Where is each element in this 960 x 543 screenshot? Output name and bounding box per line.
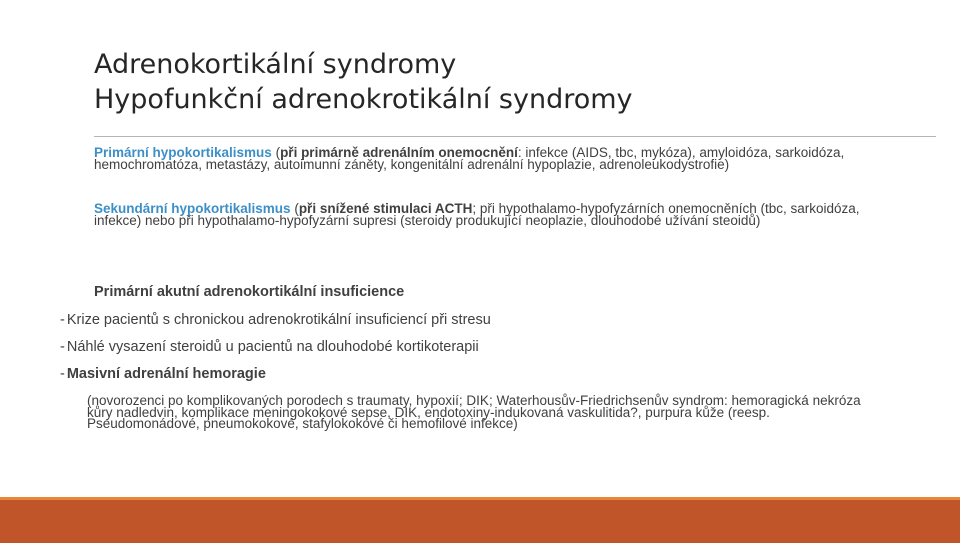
primary-open-paren: ( xyxy=(271,145,281,160)
title-line-1: Adrenokortikální syndromy xyxy=(94,49,457,80)
list-item-text: Masivní adrenální hemoragie xyxy=(66,366,266,382)
list-dash: - xyxy=(60,366,65,382)
secondary-text: ; při hypothalamo-hypofyzárních onemocněních (tbc, sarkoidóza, infekce) nebo při hypothalamo-hypofyzární supresi (steroidy produkující neoplazie, dlouhodobé užívání steoidů) xyxy=(94,201,860,228)
primary-cause: při primárně adrenálním onemocnění xyxy=(280,145,518,160)
list-item-text: Náhlé vysazení steroidů u pacientů na dlouhodobé kortikoterapii xyxy=(66,339,479,355)
list-item xyxy=(60,338,479,356)
bottom-accent-bar xyxy=(0,497,960,543)
acute-insufficiency-heading: Primární akutní adrenokortikální insuficience xyxy=(94,284,405,300)
list-item-text: Krize pacientů s chronickou adrenokrotikální insuficiencí při stresu xyxy=(66,312,491,328)
secondary-cause: při snížené stimulaci ACTH xyxy=(298,201,473,216)
list-item xyxy=(60,365,266,383)
hemorrhage-note-paragraph xyxy=(87,395,877,430)
list-dash: - xyxy=(60,312,65,328)
secondary-hypocorticalism-label: Sekundární hypokortikalismus xyxy=(94,201,291,216)
list-item xyxy=(60,311,491,329)
primary-hypocorticalism-label: Primární hypokortikalismus xyxy=(94,145,272,160)
title-divider xyxy=(94,136,936,137)
primary-text: : infekce (AIDS, tbc, mykóza), amyloidóza, sarkoidóza, hemochromatóza, metastázy, autoimunní záněty, kongenitální adrenální hypoplazie, adrenoleukodystrofie) xyxy=(94,145,845,172)
hemorrhage-note: (novorozenci po komplikovaných porodech s traumaty, hypoxií; DIK; Waterhousův-Friedrichsenův syndrom: hemoragická nekróza kůry nadledvin, komplikace meningokokové sepse, DIK, endotoxiny-indukovaná vaskulitida?, purpura kůže (reesp. Pseudomonádové, pneumokokové, stafylokokové či hemofilové infekce) xyxy=(87,393,861,431)
primary-hypocorticalism-paragraph xyxy=(94,147,874,170)
title-line-2: Hypofunkční adrenokrotikální syndromy xyxy=(94,84,633,115)
list-dash: - xyxy=(60,339,65,355)
secondary-open-paren: ( xyxy=(290,201,299,216)
secondary-hypocorticalism-paragraph xyxy=(94,203,874,226)
slide-title xyxy=(94,47,633,117)
